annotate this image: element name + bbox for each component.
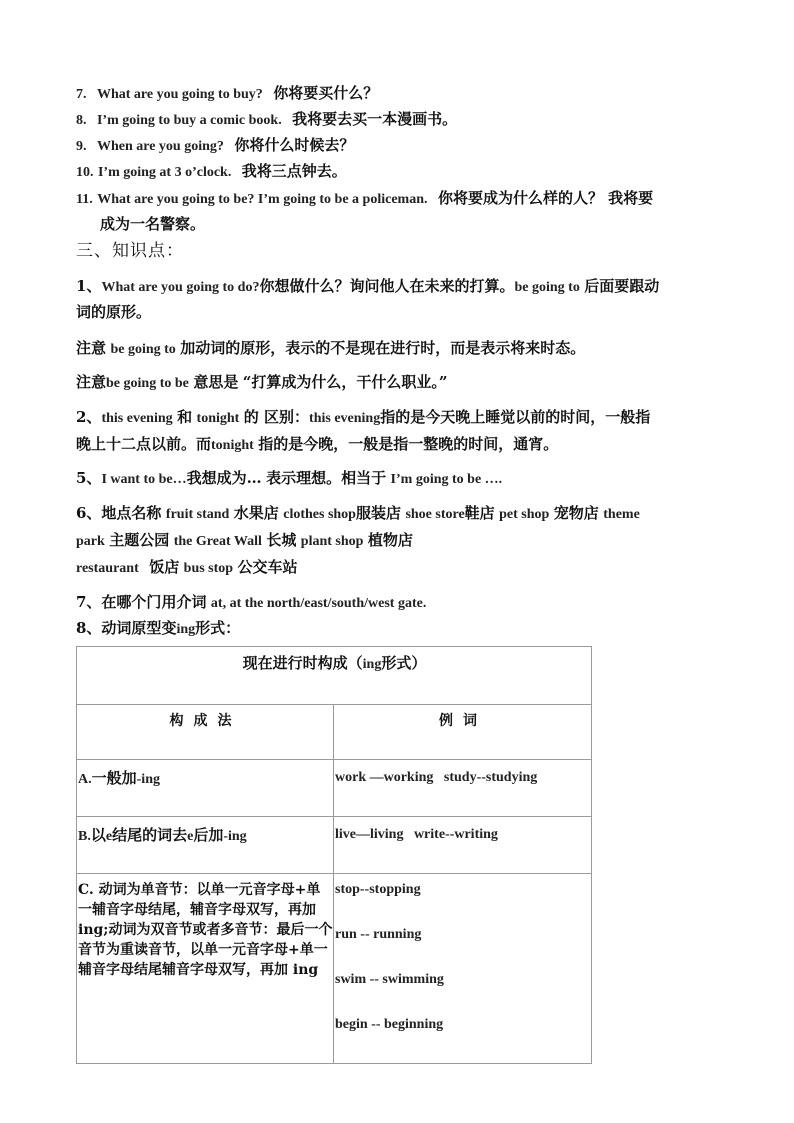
- table-title-row: [77, 647, 592, 705]
- sentence-english: I’m going to buy a comic book.: [96, 113, 282, 128]
- point-chinese: 后面要跟动: [584, 277, 660, 295]
- point-english: ing: [176, 622, 196, 637]
- point-1: [76, 273, 720, 301]
- point-english: this evening: [101, 411, 173, 426]
- point-5: [76, 465, 720, 493]
- sentence-9: [76, 132, 720, 160]
- point-english: be going to: [514, 280, 580, 295]
- point-chinese: 表示理想。相当于: [266, 469, 387, 487]
- point-english: tonight: [211, 438, 254, 453]
- point-chinese: 你想做什么？询问他人在未来的打算。: [259, 277, 515, 295]
- point-chinese: 词的原形。: [76, 303, 152, 321]
- point-english: I’m going to be ….: [390, 472, 503, 487]
- sentence-english: When are you going?: [96, 139, 224, 154]
- sentence-number: 9.: [76, 139, 87, 154]
- point-8: [76, 615, 720, 643]
- place-chinese: 饭店: [149, 558, 180, 576]
- place-chinese: 长城: [266, 531, 297, 549]
- sentence-10: [76, 158, 720, 186]
- table-title: 现在进行时构成（ing形式）: [77, 647, 592, 705]
- note-chinese: 加动词的原形，表示的不是现在进行时，而是表示将来时态。: [180, 339, 586, 357]
- note-2: [76, 369, 720, 397]
- point-prefix: 8、动词原型变: [76, 619, 177, 637]
- sentence-english: What are you going to be? I’m going to be a policeman.: [97, 192, 428, 207]
- place-chinese: 主题公园: [109, 531, 170, 549]
- sentence-11: [76, 185, 720, 213]
- point-prefix: 7、在哪个门用介词: [76, 593, 207, 611]
- table-row: [77, 817, 592, 874]
- example-word: swim -- swimming: [335, 972, 444, 987]
- example-cell: work —working study--studying: [334, 760, 592, 817]
- table-row: [77, 760, 592, 817]
- sentence-chinese: 你将要买什么？: [273, 84, 379, 102]
- point-chinese: 指的是今晚，一般是指一整晚的时间，通宵。: [258, 435, 559, 453]
- place-chinese: 宠物店: [553, 504, 599, 522]
- place-english: fruit stand: [165, 507, 230, 522]
- point-chinese: 我想成为…: [186, 469, 262, 487]
- point-english: tonight: [196, 411, 240, 426]
- point-6: [76, 500, 720, 528]
- example-word: stop--stopping: [335, 882, 421, 897]
- example-word: begin -- beginning: [335, 1017, 444, 1032]
- ing-form-table: [76, 646, 592, 1064]
- note-label: 注意: [76, 373, 107, 391]
- point-2-continued: [76, 431, 720, 459]
- point-english: this evening: [309, 411, 381, 426]
- place-english: theme: [603, 507, 640, 522]
- sentence-chinese: 我将三点钟去。: [241, 162, 347, 180]
- sentence-chinese: 你将要成为什么样的人？ 我将要: [437, 189, 654, 207]
- point-7: [76, 589, 720, 617]
- sentence-number: 7.: [76, 87, 87, 102]
- place-english: the Great Wall: [173, 534, 262, 549]
- point-english: I want to be…: [101, 472, 187, 487]
- note-chinese: 意思是: [193, 373, 239, 391]
- rule-cell: C. 动词为单音节：以单一元音字母+单一辅音字母结尾，辅音字母双写，再加 ing;动词为双音节或者多音节：最后一个音节为重读音节，以单一元音字母+单一辅音字母结尾辅音字母双写，再加 ing: [77, 874, 334, 1064]
- sentence-english: I’m going at 3 o’clock.: [97, 165, 232, 180]
- table-row: [77, 874, 592, 1064]
- sentence-chinese: 你将什么时候去？: [234, 136, 355, 154]
- place-english: clothes shop: [283, 507, 356, 522]
- note-english: be going to be: [106, 376, 189, 391]
- example-word: run -- running: [335, 927, 422, 942]
- point-2: [76, 404, 720, 432]
- point-prefix: 2、: [76, 408, 102, 426]
- point-6-line-3: [76, 554, 720, 582]
- place-english: shoe store: [405, 507, 465, 522]
- example-cell: live—living write--writing: [334, 817, 592, 874]
- place-english: pet shop: [499, 507, 550, 522]
- sentence-english: What are you going to buy?: [96, 87, 263, 102]
- sentence-number: 10.: [76, 165, 94, 180]
- place-chinese: 鞋店: [464, 504, 495, 522]
- point-chinese: 形式：: [195, 619, 241, 637]
- sentence-chinese: 成为一名警察。: [100, 215, 206, 233]
- place-english: plant shop: [300, 534, 364, 549]
- section-heading: 三、知识点：: [76, 241, 184, 261]
- note-quote: “打算成为什么，干什么职业。”: [242, 373, 448, 391]
- example-cell: [334, 874, 592, 1064]
- place-english: restaurant: [76, 561, 139, 576]
- point-english: at, at the north/east/south/west gate.: [210, 596, 427, 611]
- place-chinese: 服装店: [355, 504, 401, 522]
- sentence-11-continued: [100, 211, 720, 238]
- place-chinese: 水果店: [233, 504, 279, 522]
- point-prefix: 1、: [76, 277, 102, 295]
- sentence-chinese: 我将要去买一本漫画书。: [292, 110, 458, 128]
- rule-cell: B.以e结尾的词去e后加-ing: [77, 817, 334, 874]
- point-1-continued: [76, 299, 720, 326]
- header-method: 构成法: [77, 705, 334, 760]
- point-chinese: 和: [177, 408, 193, 426]
- note-label: 注意: [76, 339, 107, 357]
- note-1: [76, 335, 720, 363]
- sentence-7: [76, 80, 720, 108]
- sentence-number: 11.: [76, 192, 93, 207]
- place-chinese: 公交车站: [237, 558, 298, 576]
- table-header-row: [77, 705, 592, 760]
- place-english: bus stop: [183, 561, 234, 576]
- point-chinese: 指的是今天晚上睡觉以前的时间，一般指: [380, 408, 651, 426]
- point-prefix: 5、: [76, 469, 102, 487]
- point-chinese: 晚上十二点以前。而: [76, 435, 212, 453]
- header-examples: 例词: [334, 705, 592, 760]
- rule-cell: A.一般加-ing: [77, 760, 334, 817]
- point-chinese: 的 区别：: [243, 408, 310, 426]
- place-chinese: 植物店: [367, 531, 413, 549]
- point-english: What are you going to do?: [101, 280, 260, 295]
- point-6-line-2: [76, 527, 720, 555]
- note-english: be going to: [110, 342, 176, 357]
- point-prefix: 6、地点名称: [76, 504, 162, 522]
- sentence-number: 8.: [76, 113, 87, 128]
- place-english: park: [76, 534, 105, 549]
- sentence-8: [76, 106, 720, 134]
